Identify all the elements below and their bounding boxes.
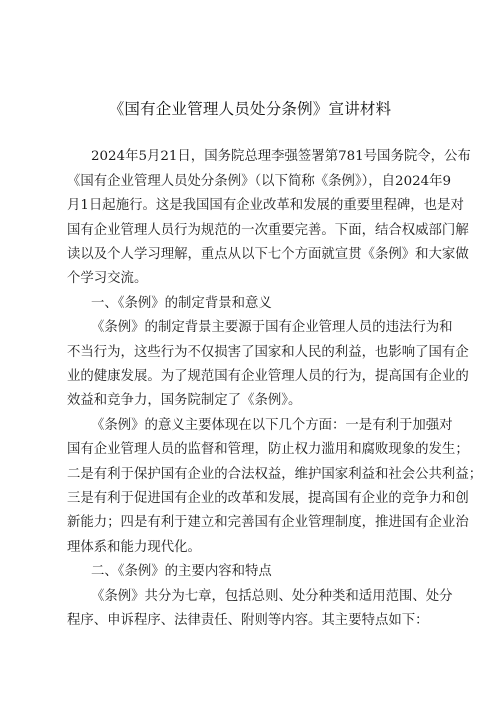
paragraph-1-line-1: 2024年5月21日，国务院总理李强签署第781号国务院令，公布: [91, 149, 471, 164]
paragraph-4-line-1: 《条例》共分为七章，包括总则、处分种类和适用范围、处分: [91, 589, 453, 604]
paragraph-3-line-5: 新能力；四是有利于建立和完善国有企业管理制度，推进国有企业治: [67, 515, 469, 530]
paragraph-3-line-4: 三是有利于促进国有企业的改革和发展，提高国有企业的竞争力和创: [67, 491, 469, 506]
paragraph-2-line-1: 《条例》的制定背景主要源于国有企业管理人员的违法行为和: [91, 320, 453, 335]
paragraph-2-line-2: 不当行为，这些行为不仅损害了国家和人民的利益，也影响了国有企: [67, 345, 469, 360]
paragraph-1-line-2: 《国有企业管理人员处分条例》（以下简称《条例》），自2024年9: [67, 174, 452, 189]
section-heading-1: 一、《条例》的制定背景和意义: [91, 296, 272, 311]
paragraph-2-line-3: 业的健康发展。为了规范国有企业管理人员的行为，提高国有企业的: [67, 369, 469, 384]
paragraph-1-line-5: 读以及个人学习理解，重点从以下七个方面就宣贯《条例》和大家做: [67, 247, 469, 262]
paragraph-3-line-2: 国有企业管理人员的监督和管理，防止权力滥用和腐败现象的发生；: [67, 442, 469, 457]
document-title: 《国有企业管理人员处分条例》宣讲材料: [108, 100, 392, 118]
paragraph-3-line-6: 理体系和能力现代化。: [67, 540, 201, 555]
paragraph-1-line-4: 国有企业管理人员行为规范的一次重要完善。下面，结合权威部门解: [67, 223, 469, 238]
paragraph-2-line-4: 效益和竞争力，国务院制定了《条例》。: [67, 393, 302, 408]
section-heading-2: 二、《条例》的主要内容和特点: [91, 564, 272, 579]
paragraph-3-line-1: 《条例》的意义主要体现在以下几个方面：一是有利于加强对: [91, 418, 453, 433]
paragraph-1-line-3: 月1日起施行。这是我国国有企业改革和发展的重要里程碑，也是对: [67, 198, 464, 213]
paragraph-1-line-6: 个学习交流。: [67, 271, 148, 286]
paragraph-4-line-2: 程序、申诉程序、法律责任、附则等内容。其主要特点如下：: [67, 613, 429, 628]
paragraph-3-line-3: 二是有利于保护国有企业的合法权益，维护国家利益和社会公共利益；: [67, 467, 483, 482]
